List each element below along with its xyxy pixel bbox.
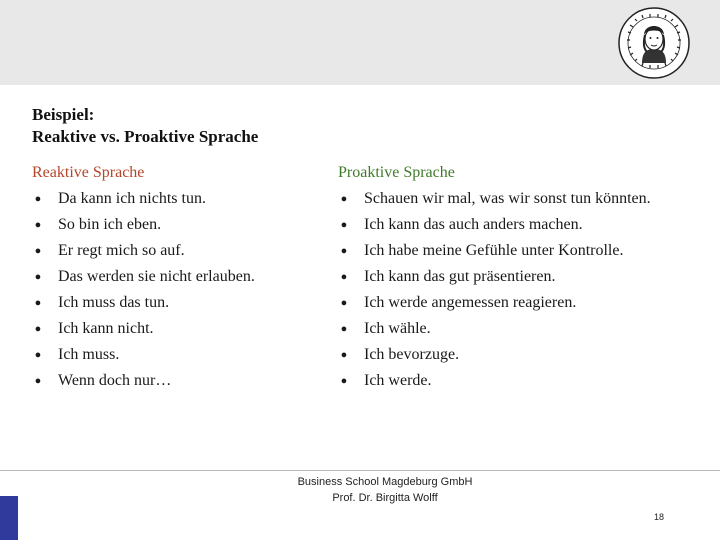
accent-bar [0, 496, 18, 540]
bullet-icon: ● [34, 219, 42, 231]
list-item-text: Schauen wir mal, was wir sonst tun könnten. [364, 190, 651, 207]
footer-divider [0, 470, 720, 471]
list-item-text: Ich wähle. [364, 320, 431, 337]
list-item-text: Ich kann das gut präsentieren. [364, 268, 556, 285]
page-number: 18 [654, 512, 665, 522]
bullet-icon: ● [34, 349, 42, 361]
list-item [32, 238, 312, 264]
list-item-text: Ich werde angemessen reagieren. [364, 294, 577, 311]
list-item [32, 368, 312, 394]
bullet-icon: ● [340, 245, 348, 257]
list-item-text: Ich muss das tun. [58, 294, 170, 311]
bullet-icon: ● [340, 375, 348, 387]
footer-organization: Business School Magdeburg GmbH [297, 476, 473, 488]
bullet-icon: ● [34, 245, 42, 257]
university-seal-logo [616, 5, 692, 81]
proactive-list [338, 186, 688, 394]
list-item-text: Er regt mich so auf. [58, 242, 185, 259]
bullet-icon: ● [34, 297, 42, 309]
list-item [338, 264, 688, 290]
list-item-text: Da kann ich nichts tun. [58, 190, 206, 207]
proactive-heading: Proaktive Sprache [338, 164, 455, 181]
list-item [32, 342, 312, 368]
list-item-text: Ich bevorzuge. [364, 346, 460, 363]
footer-author: Prof. Dr. Birgitta Wolff [332, 492, 438, 504]
bullet-icon: ● [340, 297, 348, 309]
bullet-icon: ● [340, 349, 348, 361]
list-item-text: Ich kann nicht. [58, 320, 154, 337]
bullet-icon: ● [340, 271, 348, 283]
slide-title [32, 104, 258, 148]
list-item [32, 290, 312, 316]
list-item [338, 342, 688, 368]
list-item [338, 316, 688, 342]
list-item [32, 212, 312, 238]
list-item-text: Das werden sie nicht erlauben. [58, 268, 255, 285]
list-item-text: Ich muss. [58, 346, 120, 363]
list-item-text: Wenn doch nur… [58, 372, 172, 389]
list-item-text: Ich werde. [364, 372, 432, 389]
slide-title-line2: Reaktive vs. Proaktive Sprache [32, 127, 259, 146]
list-item [338, 186, 688, 212]
list-item [338, 238, 688, 264]
bullet-icon: ● [34, 193, 42, 205]
bullet-icon: ● [34, 375, 42, 387]
reactive-list [32, 186, 312, 394]
footer [230, 474, 540, 506]
bullet-icon: ● [34, 323, 42, 335]
bullet-icon: ● [340, 193, 348, 205]
reactive-column [32, 160, 312, 394]
list-item [338, 290, 688, 316]
list-item-text: Ich kann das auch anders machen. [364, 216, 583, 233]
list-item-text: So bin ich eben. [58, 216, 162, 233]
bullet-icon: ● [34, 271, 42, 283]
list-item [32, 316, 312, 342]
bullet-icon: ● [340, 323, 348, 335]
proactive-column [338, 160, 688, 394]
list-item [32, 264, 312, 290]
header-band [0, 0, 720, 85]
list-item [32, 186, 312, 212]
list-item-text: Ich habe meine Gefühle unter Kontrolle. [364, 242, 624, 259]
list-item [338, 212, 688, 238]
list-item [338, 368, 688, 394]
slide-title-line1: Beispiel: [32, 105, 95, 124]
bullet-icon: ● [340, 219, 348, 231]
reactive-heading: Reaktive Sprache [32, 164, 145, 181]
